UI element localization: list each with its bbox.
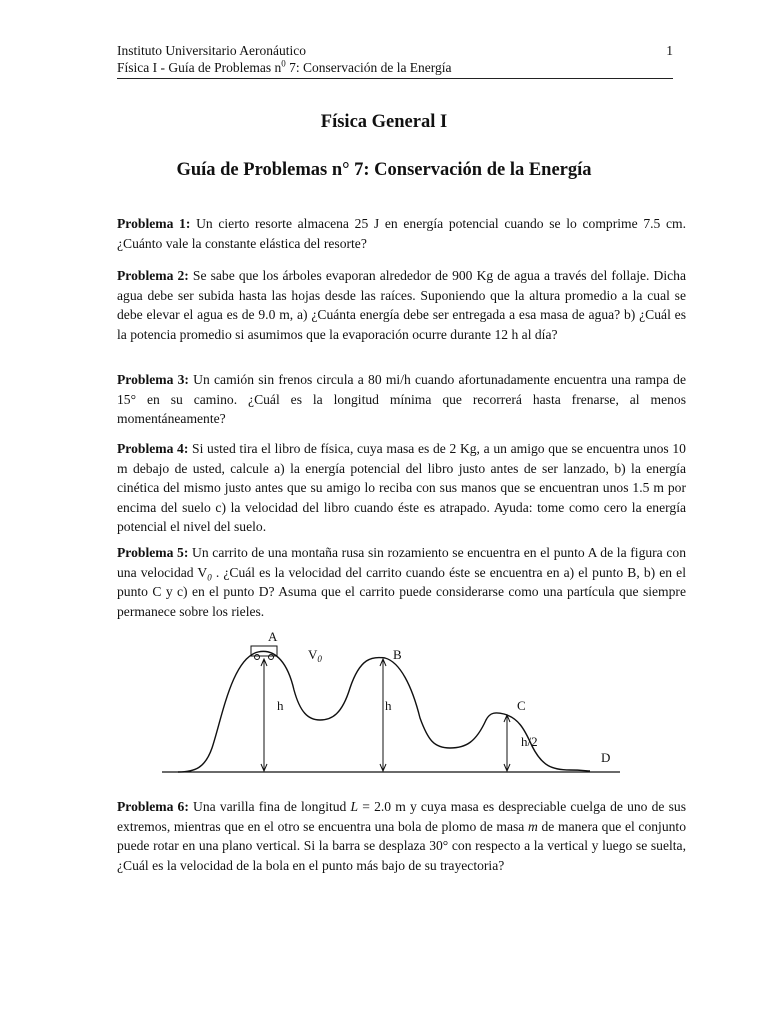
problem-6-text-b: = 2.0 m y cuya masa es despreciable cuelga de uno de sus extremos, mientras que en el otro se encuentra una bola de plomo de masa <box>117 799 686 834</box>
header-subtitle-sup: 0 <box>281 58 286 69</box>
header-subtitle <box>117 59 673 76</box>
document-subtitle: Guía de Problemas n° 7: Conservación de la Energía <box>176 160 592 180</box>
roller-coaster-figure <box>150 628 630 778</box>
label-b: B <box>393 647 402 662</box>
page-header <box>117 42 673 76</box>
problem-6-label: Problema 6: <box>117 799 189 814</box>
problem-4-text: Si usted tira el libro de física, cuya masa es de 2 Kg, a un amigo que se encuentra unos 10 m debajo de usted, calcule a) la energía potencial del libro justo antes de ser lanzado, b) la energía cinética del mismo justo antes que su amigo lo reciba con sus manos que se encuentran unos 1.5 m por encima del suelo c) la velocidad del libro cuando éste es atrapado. Ayuda: tome como cero la energía potencial el nivel del suelo. <box>117 441 686 534</box>
label-v: V <box>308 647 318 662</box>
problem-3-text: Un camión sin frenos circula a 80 mi/h cuando afortunadamente encuentra una rampa de 15° en su camino. ¿Cuál es la longitud mínima que recorrerá hasta frenarse, al menos momentáneamente? <box>117 372 686 426</box>
institution-name: Instituto Universitario Aeronáutico <box>117 43 306 58</box>
header-subtitle-pre: Física I - Guía de Problemas n <box>117 60 282 75</box>
problem-2-label: Problema 2: <box>117 268 189 283</box>
label-h-b: h <box>385 698 392 713</box>
track-curve <box>178 651 590 772</box>
label-v-sub: 0 <box>317 654 322 664</box>
cart-wheel-left <box>255 655 260 660</box>
header-rule <box>117 78 673 79</box>
problem-5-text-a: Un carrito de una montaña rusa sin rozamiento se encuentra en el punto A de la figura con una velocidad V <box>117 545 687 580</box>
problem-4-label: Problema 4: <box>117 441 189 456</box>
problem-6-var-m: m <box>528 818 538 834</box>
problem-5 <box>117 543 686 621</box>
label-h-half: h/2 <box>521 734 538 749</box>
label-c: C <box>517 698 526 713</box>
problem-5-label: Problema 5: <box>117 545 189 560</box>
problem-2-text: Se sabe que los árboles evaporan alrededor de 900 Kg de agua a través del follaje. Dicha agua debe ser subida hasta las hojas desde las raíces. Suponiendo que la altura promedio a la cual se debe elevar el agua es de 9.0 m, a) ¿Cuánta energía debe ser entregada a esa masa de agua? b) ¿Cuál es la potencia promedio si asumimos que la evaporación ocurre durante 12 h al día? <box>117 268 686 342</box>
problem-6 <box>117 797 686 875</box>
problem-4 <box>117 439 686 537</box>
label-v0 <box>308 647 322 664</box>
header-subtitle-post: 7: Conservación de la Energía <box>285 60 452 75</box>
problem-1-label: Problema 1: <box>117 216 191 231</box>
problem-1-text: Un cierto resorte almacena 25 J en energía potencial cuando se lo comprime 7.5 cm. ¿Cuánto vale la constante elástica del resorte? <box>117 216 686 251</box>
problem-1 <box>117 214 686 253</box>
problem-3 <box>117 370 686 429</box>
problem-5-text-b: . ¿Cuál es la velocidad del carrito cuando éste se encuentra en a) el punto B, b) en el punto C y c) en el punto D? Asuma que el carrito puede considerarse como una partícula que siempre permanece sobre los rieles. <box>117 564 686 619</box>
label-h-a: h <box>277 698 284 713</box>
problem-5-subscript: 0 <box>207 572 212 583</box>
document-title: Física General I <box>320 112 448 132</box>
label-a: A <box>268 629 278 644</box>
problem-6-var-l: L <box>350 799 359 814</box>
problem-6-text-a: Una varilla fina de longitud <box>188 799 351 814</box>
problem-2 <box>117 266 686 344</box>
problem-3-label: Problema 3: <box>117 372 189 387</box>
cart-wheel-right <box>269 655 274 660</box>
label-d: D <box>601 750 611 765</box>
page-number: 1 <box>666 43 673 58</box>
problem-6-text-c: de manera que el conjunto puede rotar en una plano vertical. Si la barra se desplaza 30° con respecto a la vertical y luego se suelta, ¿Cuál es la velocidad de la bola en el punto más bajo de su trayectoria? <box>117 818 686 873</box>
